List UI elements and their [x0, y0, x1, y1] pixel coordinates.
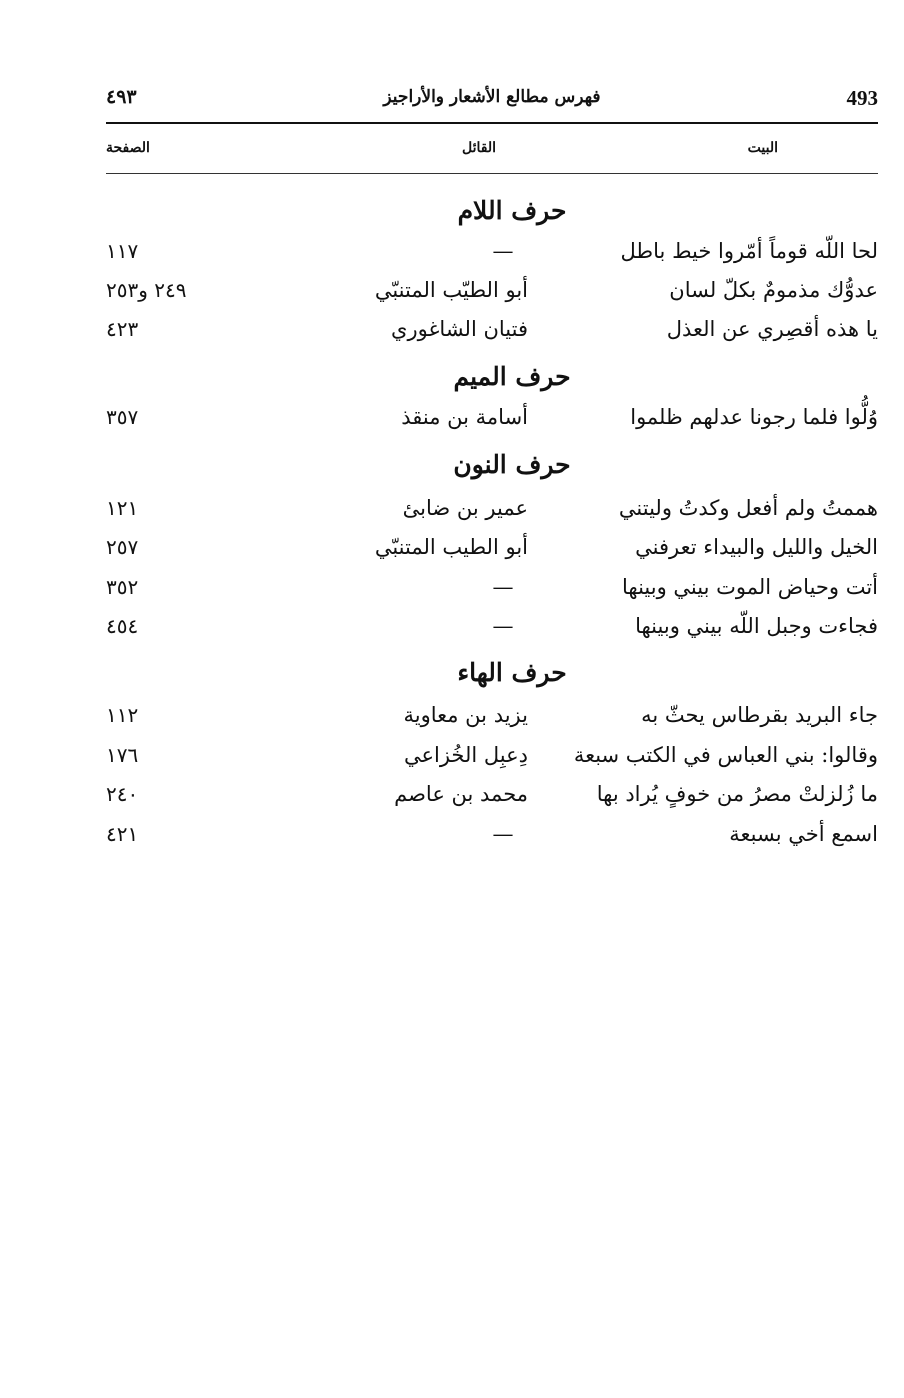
page-ref: ٣٥٢	[106, 575, 139, 599]
page-ref: ٢٤٠	[106, 782, 139, 806]
column-header-poet: القائل	[462, 140, 497, 156]
poet-name: أسامة بن منقذ	[401, 405, 528, 429]
page-number-latin: 493	[846, 86, 878, 110]
table-row	[106, 239, 878, 273]
poet-name: فتيان الشاغوري	[391, 317, 528, 341]
table-row	[106, 317, 878, 351]
table-row	[106, 743, 878, 777]
poet-name: —	[492, 614, 514, 638]
verse-text: أتت وحياض الموت بيني وبينها	[622, 575, 878, 599]
verse-text: فجاءت وجبل اللّه بيني وبينها	[635, 614, 878, 638]
poet-name: —	[492, 575, 514, 599]
verse-text: لحا اللّه قوماً أمّروا خيط باطل	[620, 239, 878, 263]
column-header-verse: البيت	[747, 140, 778, 156]
table-row	[106, 496, 878, 530]
column-header-rule	[106, 173, 878, 174]
section-title-ha: حرف الهاء	[457, 658, 567, 687]
section-title-lam: حرف اللام	[457, 196, 567, 225]
page-ref: ٣٥٧	[106, 405, 139, 429]
page-number-arabic: ٤٩٣	[106, 86, 137, 108]
verse-text: وُلُّوا فلما رجونا عدلهم ظلموا	[630, 405, 878, 429]
verse-text: جاء البريد بقرطاس يحثّ به	[641, 703, 878, 727]
table-row	[106, 782, 878, 816]
table-row	[106, 822, 878, 856]
section-title-mim: حرف الميم	[453, 362, 571, 391]
poet-name: أبو الطيب المتنبّي	[374, 535, 528, 559]
verse-text: يا هذه أقصِري عن العذل	[666, 317, 878, 341]
page-ref: ٤٢٣	[106, 317, 139, 341]
table-row	[106, 703, 878, 737]
column-header-page: الصفحة	[106, 140, 150, 156]
poet-name: دِعبِل الخُزاعي	[403, 743, 528, 767]
page-ref: ١٧٦	[106, 743, 139, 767]
page-ref: ٢٤٩ و٢٥٣	[106, 278, 187, 302]
page-title: فهرس مطالع الأشعار والأراجيز	[383, 87, 601, 107]
verse-text: عدوُّك مذمومٌ بكلّ لسان	[669, 278, 878, 302]
poet-name: —	[492, 822, 514, 846]
table-row	[106, 535, 878, 569]
page-ref: ٤٢١	[106, 822, 139, 846]
header-rule	[106, 122, 878, 124]
poet-name: يزيد بن معاوية	[403, 703, 528, 727]
page-ref: ١١٢	[106, 703, 139, 727]
page-ref: ٤٥٤	[106, 614, 139, 638]
running-head	[106, 84, 878, 120]
poet-name: —	[492, 239, 514, 263]
verse-text: الخيل والليل والبيداء تعرفني	[635, 535, 878, 559]
verse-text: هممتُ ولم أفعل وكدتُ وليتني	[618, 496, 878, 520]
verse-text: وقالوا: بني العباس في الكتب سبعة	[573, 743, 878, 767]
page-ref: ١٢١	[106, 496, 139, 520]
page-ref: ٢٥٧	[106, 535, 139, 559]
verse-text: اسمع أخي بسبعة	[729, 822, 878, 846]
table-row	[106, 405, 878, 439]
poet-name: محمد بن عاصم	[394, 782, 528, 806]
section-title-nun: حرف النون	[453, 450, 571, 479]
poet-name: عمير بن ضابئ	[402, 496, 528, 520]
table-row	[106, 614, 878, 648]
table-row	[106, 278, 878, 312]
table-row	[106, 575, 878, 609]
page-ref: ١١٧	[106, 239, 139, 263]
poet-name: أبو الطيّب المتنبّي	[374, 278, 528, 302]
verse-text: ما زُلزلتْ مصرُ من خوفٍ يُراد بها	[596, 782, 878, 806]
